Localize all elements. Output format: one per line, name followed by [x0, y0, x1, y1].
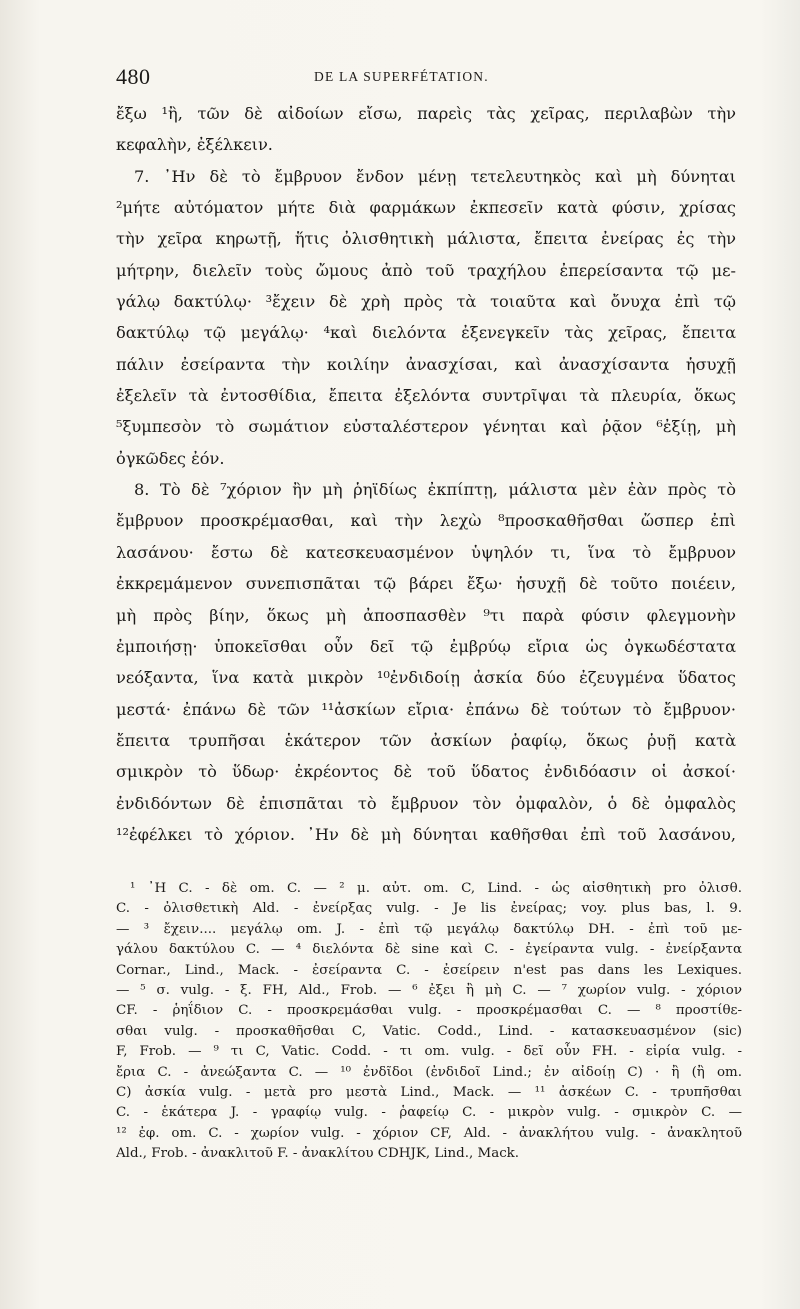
footnote-line: ἔρια C. - ἀνεώξαντα C. — ¹⁰ ἐνδῖδοι (ἐνδιδοῖ Lind.; ἐν αἰδοίῃ C) · ἢ (ἢ om.: [116, 1064, 742, 1080]
text-line: ἐνδιδόντων δὲ ἐπισπᾶται τὸ ἔμβρυον τὸν ὀμφαλὸν, ὁ δὲ ὀμφαλὸς: [116, 793, 736, 813]
footnote-line: Ald., Frob. - ἀνακλιτοῦ F. - ἀνακλίτου CDHJK, Lind., Mack.: [116, 1146, 520, 1162]
text-line: ἐξελεῖν τὰ ἐντοσθίδια, ἔπειτα ἐξελόντα συντρῖψαι τὰ πλευρία, ὅκως: [116, 386, 736, 406]
text-line: ⁵ξυμπεσὸν τὸ σωμάτιον εὐσταλέστερον γένηται καὶ ῥᾷον ⁶ἐξίῃ, μὴ: [116, 417, 736, 437]
text-line: ὀγκῶδες ἐόν.: [116, 448, 225, 468]
text-line: τὴν χεῖρα κηρωτῇ, ἥτις ὀλισθητικὴ μάλιστα, ἔπειτα ἐνείρας ἐς τὴν: [116, 229, 736, 249]
text-line: ¹²ἐφέλκει τὸ χόριον. ᾿Ην δὲ μὴ δύνηται καθῆσθαι ἐπὶ τοῦ λασάνου,: [116, 824, 736, 844]
main-text: [116, 98, 736, 850]
footnote-line: C) ἀσκία vulg. - μετὰ pro μεστὰ Lind., Mack. — ¹¹ ἀσκέων C. - τρυπῆσθαι: [116, 1084, 742, 1100]
footnote-line: C. - ἑκάτερα J. - γραφίῳ vulg. - ῥαφείῳ C. - μικρὸν vulg. - σμικρὸν C. —: [116, 1105, 742, 1121]
text-line: σμικρὸν τὸ ὕδωρ· ἐκρέοντος δὲ τοῦ ὕδατος ἐνδιδόασιν οἱ ἀσκοί·: [116, 762, 736, 782]
text-line: λασάνου· ἔστω δὲ κατεσκευασμένον ὑψηλόν τι, ἵνα τὸ ἔμβρυον: [116, 542, 736, 562]
text-line: μὴ πρὸς βίην, ὅκως μὴ ἀποσπασθὲν ⁹τι παρὰ φύσιν φλεγμονὴν: [116, 605, 736, 625]
text-line: πάλιν ἐσείραντα τὴν κοιλίην ἀνασχίσαι, καὶ ἀνασχίσαντα ἡσυχῇ: [116, 354, 736, 374]
text-line: μήτρην, διελεῖν τοὺς ὤμους ἀπὸ τοῦ τραχήλου ἐπερείσαντα τῷ με-: [116, 260, 736, 280]
footnote-line: — ³ ἔχειν.... μεγάλῳ om. J. - ἐπὶ τῷ μεγάλῳ δακτύλῳ DH. - ἐπὶ τοῦ με-: [116, 921, 742, 937]
footnote-line: C. - ὀλισθετικὴ Ald. - ἐνείρξας vulg. - Je lis ἐνείρας; voy. plus bas, l. 9.: [116, 901, 742, 917]
footnote-line: — ⁵ σ. vulg. - ξ. FH, Ald., Frob. — ⁶ ἐξει ἢ μὴ C. — ⁷ χωρίον vulg. - χόριον: [116, 982, 742, 998]
text-line: 7. ᾿Ην δὲ τὸ ἔμβρυον ἔνδον μένῃ τετελευτηκὸς καὶ μὴ δύνηται: [134, 166, 736, 186]
footnote-line: ¹² ἐφ. om. C. - χωρίον vulg. - χόριον CF, Ald. - ἀνακλήτου vulg. - ἀνακλητοῦ: [116, 1125, 742, 1141]
text-line: κεφαλὴν, ἐξέλκειν.: [116, 135, 273, 155]
text-line: νεόξαντα, ἵνα κατὰ μικρὸν ¹⁰ἐνδιδοίῃ ἀσκία δύο ἐζευγμένα ὕδατος: [116, 668, 736, 688]
text-line: μεστά· ἐπάνω δὲ τῶν ¹¹ἀσκίων εἴρια· ἐπάνω δὲ τούτων τὸ ἔμβρυον·: [116, 699, 736, 719]
page-header: [116, 64, 732, 92]
footnote-line: F, Frob. — ⁹ τι C, Vatic. Codd. - τι om. vulg. - δεῖ οὖν FH. - εἰρία vulg. -: [116, 1044, 742, 1060]
text-line: δακτύλῳ τῷ μεγάλῳ· ⁴καὶ διελόντα ἐξενεγκεῖν τὰς χεῖρας, ἔπειτα: [116, 323, 736, 343]
text-line: ἔπειτα τρυπῆσαι ἑκάτερον τῶν ἀσκίων ῥαφίῳ, ὅκως ῥυῇ κατὰ: [116, 730, 736, 750]
footnote-line: σθαι vulg. - προσκαθῆσθαι C, Vatic. Codd., Lind. - κατασκευασμένον (sic): [116, 1023, 742, 1039]
running-head: DE LA SUPERFÉTATION.: [314, 69, 489, 84]
text-line: γάλῳ δακτύλῳ· ³ἔχειν δὲ χρὴ πρὸς τὰ τοιαῦτα καὶ ὄνυχα ἐπὶ τῷ: [116, 292, 736, 312]
text-line: ἐκκρεμάμενον συνεπισπᾶται τῷ βάρει ἔξω· ἡσυχῇ δὲ τοῦτο ποιέειν,: [116, 574, 736, 594]
page-number: 480: [116, 64, 151, 89]
text-line: ²μήτε αὐτόματον μήτε διὰ φαρμάκων ἐκπεσεῖν κατὰ φύσιν, χρίσας: [116, 198, 736, 218]
text-line: ἔμβρυον προσκρέμασθαι, καὶ τὴν λεχὼ ⁸προσκαθῆσθαι ὥσπερ ἐπὶ: [116, 511, 736, 531]
footnote-line: γάλου δακτύλου C. — ⁴ διελόντα δὲ sine καὶ C. - ἐγείραντα vulg. - ἐνείρξαντα: [116, 942, 742, 958]
footnote-line: Cornar., Lind., Mack. - ἐσείραντα C. - ἐσείρειν n'est pas dans les Lexiques.: [116, 962, 742, 978]
footnotes: [116, 879, 742, 1164]
text-line: 8. Τὸ δὲ ⁷χόριον ἢν μὴ ῥηϊδίως ἐκπίπτῃ, μάλιστα μὲν ἐὰν πρὸς τὸ: [134, 480, 736, 500]
text-line: ἔξω ¹ἢ, τῶν δὲ αἰδοίων εἴσω, παρεὶς τὰς χεῖρας, περιλαβὼν τὴν: [116, 104, 736, 123]
text-line: ἐμποιήσῃ· ὑποκεῖσθαι οὖν δεῖ τῷ ἐμβρύῳ εἴρια ὡς ὀγκωδέστατα: [116, 636, 736, 656]
footnote-line: CF. - ῥηΐδιον C. - προσκρεμάσθαι vulg. - προσκρέμασθαι C. — ⁸ προστίθε-: [116, 1003, 742, 1019]
footnote-line: ¹ ᾿Η C. - δὲ om. C. — ² μ. αὐτ. om. C, Lind. - ὡς αἰσθητικὴ pro ὀλισθ.: [130, 881, 742, 896]
